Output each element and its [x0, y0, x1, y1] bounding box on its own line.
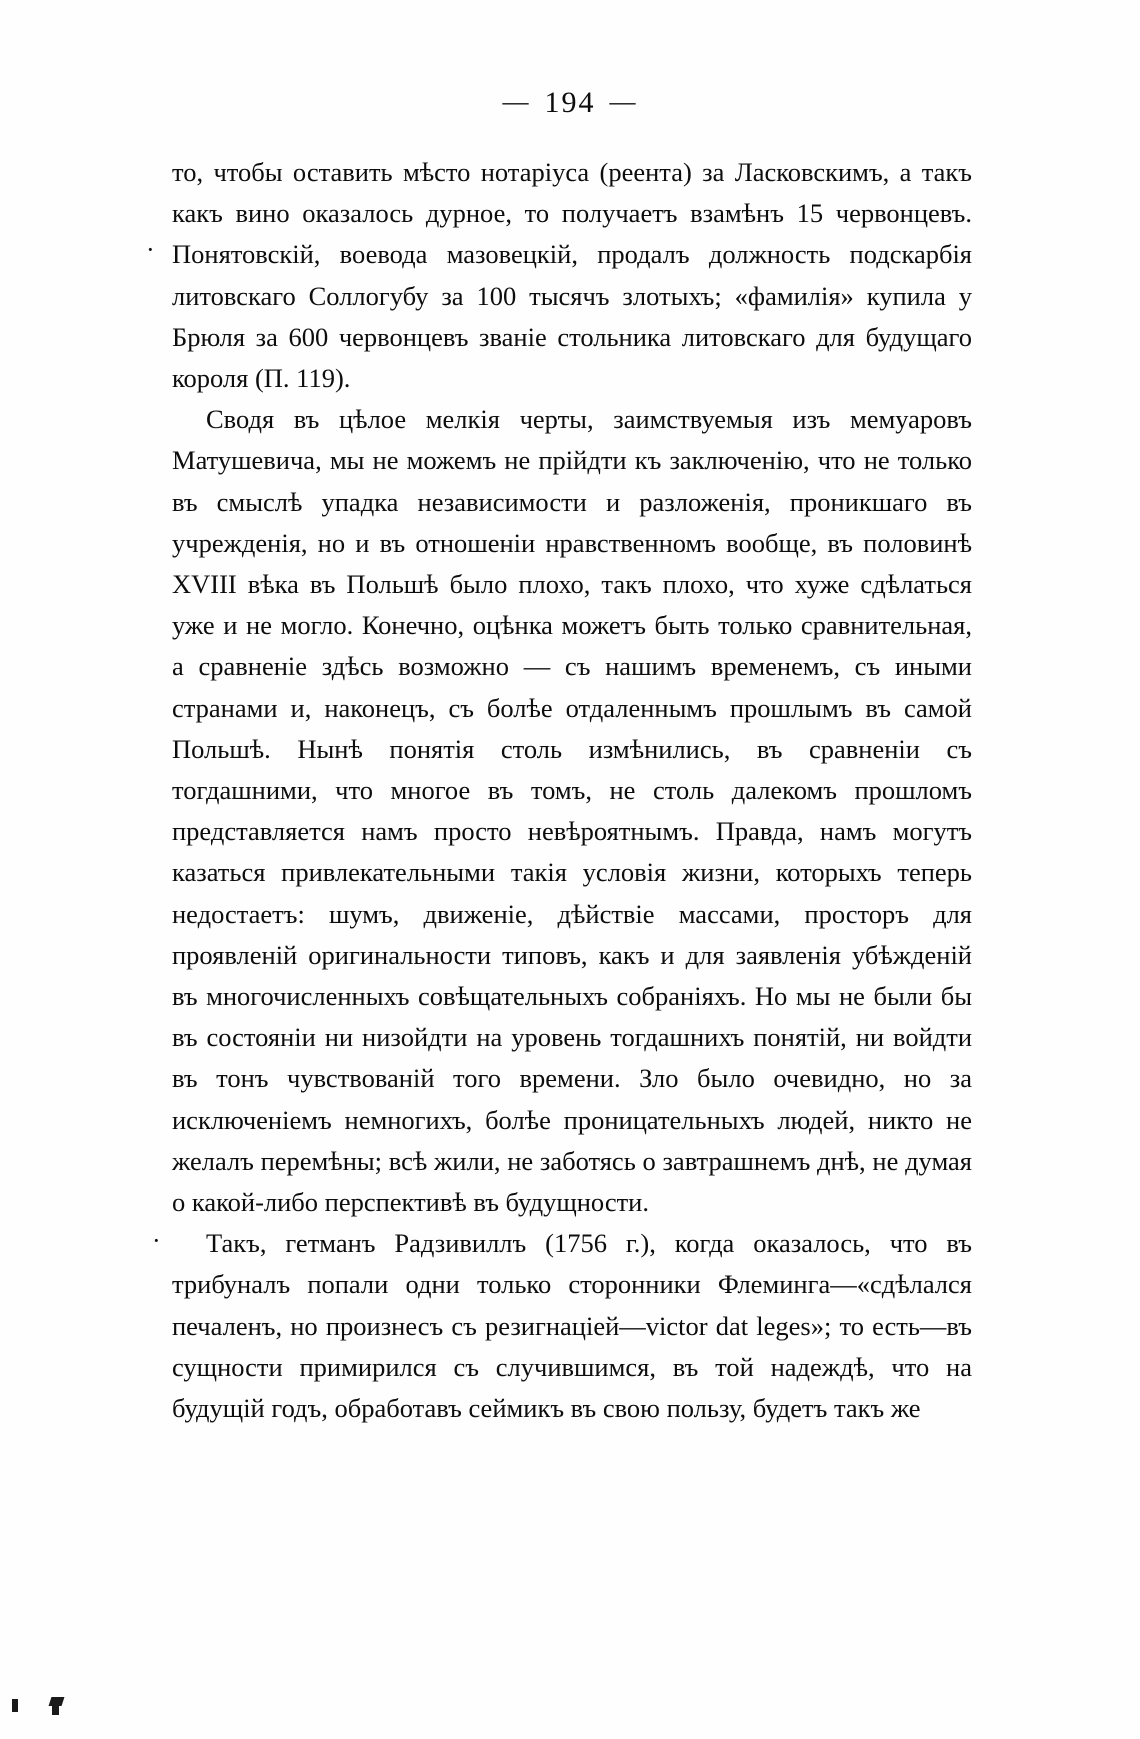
paragraph: то, чтобы оставить мѣсто нотаріуса (реента) за Ласковскимъ, а такъ какъ вино оказалось дурное, то получаетъ взамѣнъ 15 червонцевъ. Понятовскій, воевода мазовецкій, продалъ должность подскарбія литовскаго Соллогубу за 100 тысячъ злотыхъ; «фамилія» купила у Брюля за 600 червонцевъ званіе стольника литовскаго для будущаго короля (П. 119). [172, 157, 972, 394]
marginal-dot: · [152, 1226, 161, 1255]
marginal-dot: · [146, 235, 155, 264]
scan-mark [12, 1699, 18, 1712]
paragraph: Сводя въ цѣлое мелкія черты, заимствуемыя изъ мемуаровъ Матушевича, мы не можемъ не прійдти къ заключенію, что не только въ смыслѣ упадка независимости и разложенія, проникшаго въ учрежденія, но и въ отношеніи нравственномъ вообще, въ половинѣ XVIII вѣка въ Польшѣ было плохо, такъ плохо, что хуже сдѣлаться уже и не могло. Конечно, оцѣнка можетъ быть только сравнительная, а сравненіе здѣсь возможно — съ нашимъ временемъ, съ иными странами и, наконецъ, съ болѣе отдаленнымъ прошлымъ въ самой Польшѣ. Нынѣ понятія столь измѣнились, въ сравненіи съ тогдашними, что многое въ томъ, не столь далекомъ прошломъ представляется намъ просто невѣроятнымъ. Правда, намъ могутъ казаться привлекательными такія условія жизни, которыхъ теперь недостаетъ: шумъ, движеніе, дѣйствіе массами, просторъ для проявленій оригинальности типовъ, какъ и для заявленія убѣжденій въ многочисленныхъ совѣщательныхъ собраніяхъ. Но мы не были бы въ состояніи ни низойдти на уровень тогдашнихъ понятій, ни войдти въ тонъ чувствованій того времени. Зло было очевидно, но за исключеніемъ немногихъ, болѣе проницательныхъ людей, никто не желалъ перемѣны; всѣ жили, не заботясь о завтрашнемъ днѣ, не думая о какой-либо перспективѣ въ будущности. [172, 404, 972, 1218]
page-number [0, 86, 1140, 120]
body-text [172, 152, 972, 1429]
scan-corner-artifact [10, 1691, 130, 1721]
page-number-dash-left: — [502, 87, 531, 116]
paragraph: Такъ, гетманъ Радзивиллъ (1756 г.), когда оказалось, что въ трибуналъ попали одни только сторонники Флеминга—«сдѣлался печаленъ, но произнесъ съ резигнаціей—victor dat leges»; то есть—въ сущности примирился съ случившимся, въ той надеждѣ, что на будущій годъ, обработавъ сеймикъ въ свою пользу, будетъ такъ же [172, 1228, 972, 1424]
scan-mark [52, 1705, 59, 1715]
page-number-dash-right: — [609, 87, 638, 116]
page-number-value: 194 [544, 86, 596, 119]
